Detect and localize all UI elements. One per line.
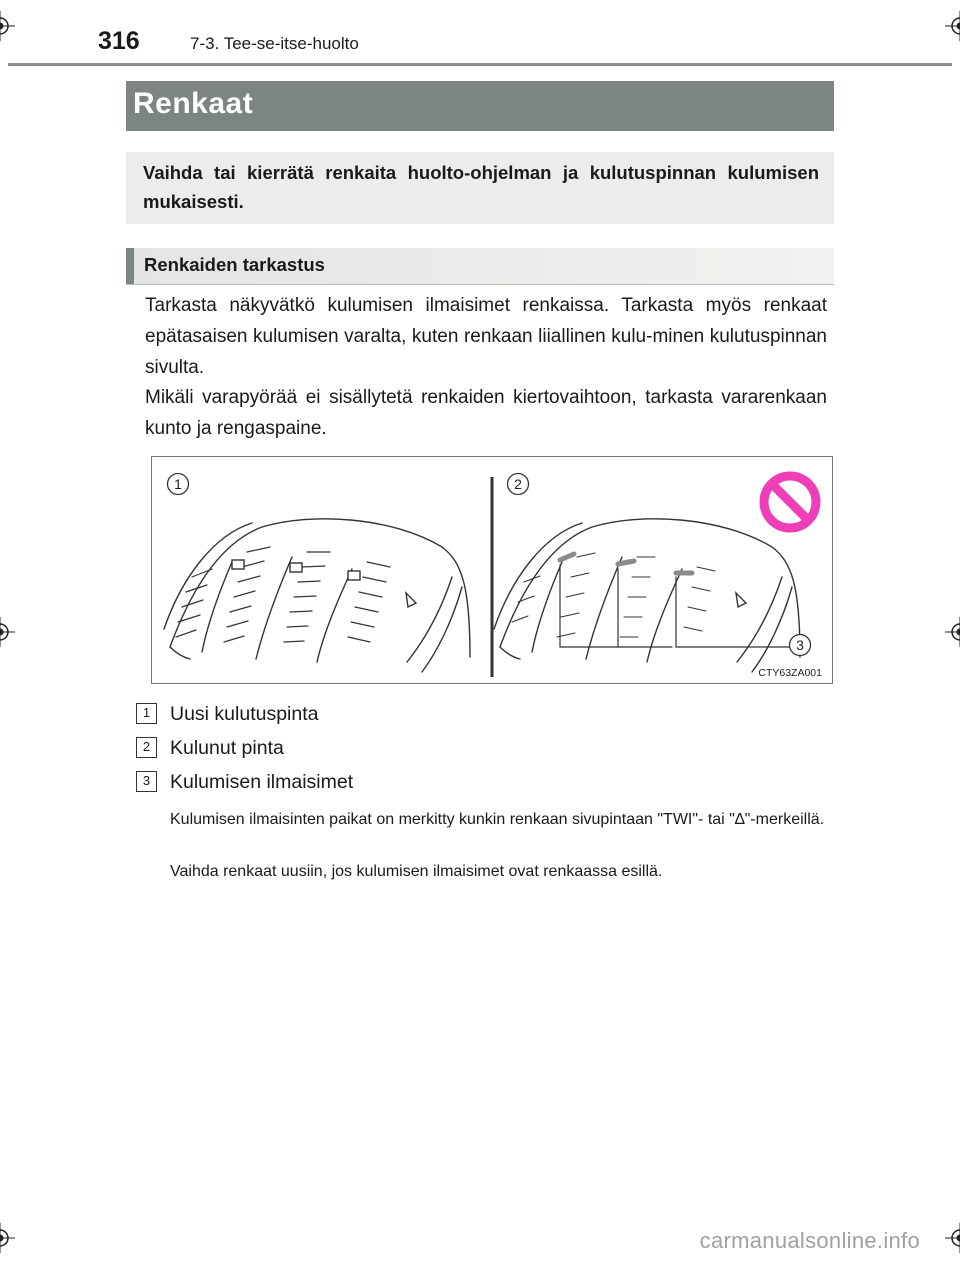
legend-number: 1	[136, 703, 157, 724]
body-paragraph: Mikäli varapyörää ei sisällytetä renkaiden kiertovaihtoon, tarkasta vararenkaan kunto ja rengaspaine.	[145, 387, 827, 439]
subheading: Renkaiden tarkastus	[144, 254, 325, 275]
tire-worn-tread	[494, 519, 800, 672]
callout-3	[790, 635, 811, 656]
section-path: 7-3. Tee-se-itse-huolto	[190, 34, 359, 53]
registration-mark-icon	[945, 11, 960, 41]
figure-code: CTY63ZA001	[758, 667, 822, 679]
legend-number: 2	[136, 737, 157, 758]
section-title: Renkaat	[133, 87, 254, 120]
callout-1-label: 1	[174, 476, 182, 492]
registration-mark-icon	[0, 617, 15, 647]
callout-1	[168, 474, 189, 495]
tire-figure	[151, 456, 833, 684]
subheading-band	[126, 248, 834, 285]
watermark: carmanualsonline.info	[699, 1228, 920, 1253]
registration-mark-icon	[945, 1223, 960, 1253]
legend-label: Uusi kulutuspinta	[170, 703, 319, 725]
note-paragraph: Vaihda renkaat uusiin, jos kulumisen ilmaisimet ovat renkaassa esillä.	[170, 863, 663, 880]
note-paragraph: Kulumisen ilmaisinten paikat on merkitty kunkin renkaan sivupintaan "TWI"- tai "∆"-merkeillä.	[170, 811, 825, 828]
subheading-accent-bar	[126, 248, 134, 284]
registration-mark-icon	[0, 1223, 15, 1253]
page-number: 316	[98, 27, 140, 55]
prohibition-icon	[764, 476, 816, 528]
header-rule	[8, 63, 952, 66]
callout-2	[508, 474, 529, 495]
legend-label: Kulumisen ilmaisimet	[170, 771, 354, 793]
callout-3-label: 3	[796, 637, 804, 653]
legend-number: 3	[136, 771, 157, 792]
body-paragraph: Tarkasta näkyvätkö kulumisen ilmaisimet renkaissa. Tarkasta myös renkaat epätasaisen kulumisen varalta, kuten renkaan liiallinen kulu-minen kulutuspinnan sivulta.	[145, 295, 827, 378]
registration-mark-icon	[945, 617, 960, 647]
callout-2-label: 2	[514, 476, 522, 492]
section-title-band	[126, 81, 834, 131]
intro-text: Vaihda tai kierrätä renkaita huolto-ohjelman ja kulutuspinnan kulumisen mukaisesti.	[143, 162, 819, 212]
tire-new-tread	[164, 519, 470, 672]
tire-illustration	[152, 457, 832, 683]
legend-label: Kulunut pinta	[170, 737, 284, 759]
intro-box	[126, 152, 834, 224]
registration-mark-icon	[0, 11, 15, 41]
